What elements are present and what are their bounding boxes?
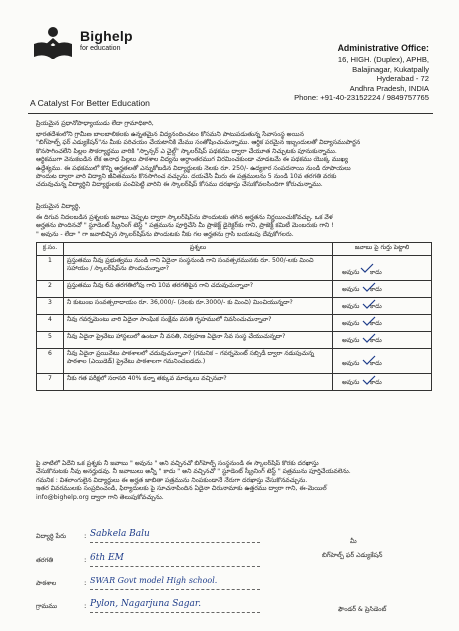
student-line: ఈ దిగువ నిదలబడిన ప్రశ్నలకు జవాబు చెప్పుట ద్వారా స్కాలర్‌షిప్‌ను పొందుటకు తగిన అర్హతను నిర్ణయించుకోవచ్చు. ఒక వేళ bbox=[36, 214, 333, 221]
question-text: ప్రస్తుతము నీవు 6వ తరగతిలోపు గాని 10వ తరగతిపైన గాని చదువుచున్నావా? bbox=[64, 281, 333, 298]
field-underline bbox=[90, 542, 260, 543]
student-name-label: విద్యార్థి పేరు bbox=[36, 533, 67, 540]
question-text: ప్రస్తుతము నీవు ప్రభుత్వము నుండి గాని ఏదైనా సంస్థనుండి గాని సంవత్సరమునకు రూ. 500/-లకు మించి సహాయం / స్కాలర్‌షిప్‌ను పొందుచున్నావా? bbox=[64, 256, 333, 281]
row-number: 3 bbox=[37, 298, 64, 315]
table-row bbox=[37, 332, 432, 349]
question-text: నీవు ఏదైనా ప్రైవేటు హాస్టలులో ఉంటూ నీ వసతి, నిర్వహణ ఏదైనా సేవ సంస్థ చేయుచున్నదా? bbox=[64, 332, 333, 349]
answer-yes-option[interactable]: అవును bbox=[342, 337, 360, 344]
answer-yes-option[interactable]: అవును bbox=[342, 269, 360, 276]
tick-mark-icon bbox=[362, 355, 376, 365]
answer-cell bbox=[333, 332, 432, 349]
question-text: నీ కుటుంబ సంవత్సరాదాయం రూ. 36,000/- (నెలకు రూ.3000/- కు మించి) మించియున్నదా? bbox=[64, 298, 333, 315]
colon: : bbox=[84, 602, 87, 610]
row-number: 6 bbox=[37, 349, 64, 374]
footer-line: గమనిక : విశలాంగులైన విద్యార్థులు ఈ అర్హత జాబితా పత్రమును నింపకుండానే నేరుగా దరఖాస్తు చేసుకొనవచ్చును. bbox=[36, 476, 308, 484]
tick-mark-icon bbox=[362, 333, 376, 343]
answer-cell bbox=[333, 315, 432, 332]
office-line: Hyderabad - 72 bbox=[376, 74, 429, 84]
office-address bbox=[294, 44, 429, 102]
answer-no-option[interactable]: కాదు bbox=[370, 269, 382, 276]
village-value[interactable]: Pylon, Nagarjuna Sagar. bbox=[90, 599, 202, 609]
office-phone: Phone: +91-40-23152224 / 9849757765 bbox=[294, 93, 429, 103]
student-salutation: ప్రియమైన విద్యార్థి, bbox=[36, 203, 81, 210]
answer-no-option[interactable]: కాదు bbox=[370, 337, 382, 344]
student-line: " అవును - లేదా " గా జవాబిచ్చిన స్కాలర్‌షిప్‌ను పొందుటకు నీకు గల అర్హతను గ్రాసి బయటపు దేవుకోగలరు. bbox=[36, 230, 294, 238]
column-header-answer: జవాబు పై గుర్తు పెట్టాలి bbox=[333, 243, 432, 256]
table-row bbox=[37, 281, 432, 298]
tick-mark-icon bbox=[362, 375, 376, 385]
answer-cell bbox=[333, 298, 432, 315]
field-underline bbox=[90, 589, 260, 590]
row-number: 4 bbox=[37, 315, 64, 332]
field-underline bbox=[90, 566, 260, 567]
brand-name: Bighelp bbox=[80, 28, 133, 44]
office-title: Administrative Office: bbox=[337, 43, 429, 53]
answer-no-option[interactable]: కాదు bbox=[370, 286, 382, 293]
tick-mark-icon bbox=[360, 263, 374, 273]
signature-organisation: బిగ్‌హెల్ప్ ఫర్ ఎడ్యుకేషన్ bbox=[322, 552, 383, 559]
footer-line: ఇతర వివరములకు సంప్రదించండి, ఫిర్యాదులకు పై సూచనాపిందిన ఏదైనా చిరునామాకు ఉత్తరము ద్వారా గాని, ఈ-మెయిల్ bbox=[36, 485, 327, 493]
answer-no-option[interactable]: కాదు bbox=[370, 320, 382, 327]
office-line: 16, HIGH. (Duplex), APHB, bbox=[337, 55, 429, 65]
question-text: నీకు గత పరీక్షలో సరాసరి 40% కన్నా తక్కువ మార్కులు వచ్చినవా? bbox=[64, 374, 333, 391]
village-label: గ్రామము bbox=[36, 603, 58, 610]
class-value[interactable]: 6th EM bbox=[90, 553, 124, 563]
row-number: 7 bbox=[37, 374, 64, 391]
column-header-questions: ప్రశ్నలు bbox=[64, 243, 333, 256]
answer-cell bbox=[333, 256, 432, 281]
intro-line: ఆర్థికముగా వెనుకబడిన లేక అనాధ పిల్లలు పాఠశాల విద్యను అర్ధాంతరముగ విరమించకుండా చూడటమే ఈ పథకము యొక్క ముఖ్య bbox=[36, 156, 348, 164]
footer-paragraph bbox=[36, 460, 432, 502]
intro-line: కొనసాగించలేని పిల్లల సౌకర్యార్థము వారికి "స్పాన్సర్ ఎ చైల్డ్" స్కాలర్‌షిప్ పథకము ద్వారా చేయూత నిచ్చుటకు పూనుకున్నాము. bbox=[36, 147, 337, 155]
student-paragraph bbox=[36, 214, 432, 239]
intro-line: భారతదేశంలోని గ్రామీణ బాలబాలికలకు ఉన్నతమైన విద్యనందించటం కోసమని పాటుపడుతున్న సేవాసంస్థ అయిన bbox=[36, 131, 304, 138]
signature-thanks: మీ bbox=[350, 538, 357, 545]
colon: : bbox=[84, 532, 87, 540]
table-header-row bbox=[37, 243, 432, 256]
question-text: నీవు గవర్నమెంటు వారి ఏదైనా సాంఘిక సంక్షేమ వసతి గృహములో నివసించుచున్నావా? bbox=[64, 315, 333, 332]
answer-yes-option[interactable]: అవును bbox=[342, 286, 360, 293]
intro-line: పొందుట ద్వారా వారి విద్యాని జీవితమును కొనసాగించ వచ్చును. దయచేసి మీరు ఈ పత్రములను 5 నుండి 10వ తరగతి వరకు bbox=[36, 173, 337, 181]
header-divider bbox=[28, 113, 433, 114]
answer-cell bbox=[333, 281, 432, 298]
intro-paragraph bbox=[36, 131, 432, 190]
eligibility-table bbox=[36, 242, 432, 391]
colon: : bbox=[84, 579, 87, 587]
school-label: పాఠశాల bbox=[36, 580, 57, 587]
answer-yes-option[interactable]: అవును bbox=[342, 320, 360, 327]
question-text: నీవు ఏదైనా ప్రయివేటు పాఠశాలలో చదువుచున్నావా? (గమనిక – గవర్నమెంట్ సబ్సిడీ ద్వారా నడుపుచున్న పాఠశాల (ఎయిడెడ్) ప్రైవేటు పాఠశాలగా గమనించబడదు.) bbox=[64, 349, 333, 374]
table-row bbox=[37, 349, 432, 374]
bighelp-logo-icon bbox=[30, 26, 76, 62]
answer-no-option[interactable]: కాదు bbox=[370, 379, 382, 386]
brand-block bbox=[80, 28, 133, 52]
table-row bbox=[37, 374, 432, 391]
answer-yes-option[interactable]: అవును bbox=[342, 303, 360, 310]
table-row bbox=[37, 315, 432, 332]
intro-line: చదువుచున్న విద్యార్థిని విద్యార్థులకు పంచిపెట్టి వారిని ఈ స్కాలర్‌షిప్ కోసము దరఖాస్తు చేసుకోవలసిందిగా కోరుచున్నాము. bbox=[36, 181, 323, 189]
office-line: Andhra Pradesh, INDIA bbox=[349, 83, 429, 93]
colon: : bbox=[84, 556, 87, 564]
brand-subtitle: for education bbox=[80, 45, 121, 52]
office-line: Balajinagar, Kukatpally bbox=[352, 64, 429, 74]
row-number: 2 bbox=[37, 281, 64, 298]
footer-line: info@bighelp.org ద్వారా గాని తెలుపుకోవచ్చును. bbox=[36, 493, 164, 501]
student-name-value[interactable]: Sabkela Balu bbox=[90, 529, 150, 539]
answer-yes-option[interactable]: అవును bbox=[342, 379, 360, 386]
answer-cell bbox=[333, 349, 432, 374]
class-label: తరగతి bbox=[36, 557, 54, 564]
intro-line: ఉద్దేశ్యము. ఈ పథకములో కొన్ని అర్హతలతో ఎన్నుకోబడిన విద్యార్థులకు నెలకు రూ. 250/- ఉద్యకార సంపదనాయి నుండి రూపాయలు bbox=[36, 164, 351, 172]
answer-yes-option[interactable]: అవును bbox=[342, 360, 360, 367]
student-line: అర్హతను పొందినచో " స్టూడెంట్ స్క్రీనింగ్ టెస్ట్ " పత్రమును పూర్తిచేసి మీ ప్రాజెక్ట్ డైరెక్టర్‌కు గాని, ప్రాజెక్ట్ కమిటీ మెంబరుకు గాని ! bbox=[36, 222, 334, 230]
salutation: ప్రియమైన ప్రధానోపాధ్యాయుడు లేదా గ్రామాధికారి, bbox=[36, 120, 154, 127]
answer-no-option[interactable]: కాదు bbox=[370, 303, 382, 310]
intro-line: "బిగ్‌హెల్ప్ ఫర్ ఎడ్యుకేషన్"ను మీకు పరిచయం చేయటానికి మేము సంతోషించుచున్నాము. ఆర్థిక పరమైన ఇబ్బందులతో విద్యాసముపార్జన bbox=[36, 139, 361, 147]
footer-line: చేసుకొనుటకు నీవు అనర్హుడవు. నీ జవాబులు అన్నీ " కాదు " అని వచ్చినచో " స్టూడెంట్ స్క్రీనింగ్ టెస్ట్ " పత్రమును పూర్తిచేయవలెను. bbox=[36, 468, 351, 476]
row-number: 5 bbox=[37, 332, 64, 349]
school-value[interactable]: SWAR Govt model High school. bbox=[90, 576, 218, 585]
tick-mark-icon bbox=[362, 299, 376, 309]
answer-no-option[interactable]: కాదు bbox=[370, 360, 382, 367]
row-number: 1 bbox=[37, 256, 64, 281]
footer-line: పై వాటిలో ఏదేని ఒక ప్రశ్నకు నీ జవాబు " అవును " అని వచ్చినచో బిగ్‌హెల్ప్ సంస్థనుండి ఈ స్కాలర్‌షిప్ కొరకు దరఖాస్తు bbox=[36, 460, 319, 467]
table-row bbox=[37, 256, 432, 281]
tick-mark-icon bbox=[362, 316, 376, 326]
table-row bbox=[37, 298, 432, 315]
tick-mark-icon bbox=[362, 282, 376, 292]
signature-role: ఫౌండర్ & ప్రెసిడెంట్ bbox=[338, 606, 387, 613]
column-header-sno: క్ర.సం. bbox=[37, 243, 64, 256]
answer-cell bbox=[333, 374, 432, 391]
tagline: A Catalyst For Better Education bbox=[30, 98, 150, 108]
field-underline bbox=[90, 612, 260, 613]
